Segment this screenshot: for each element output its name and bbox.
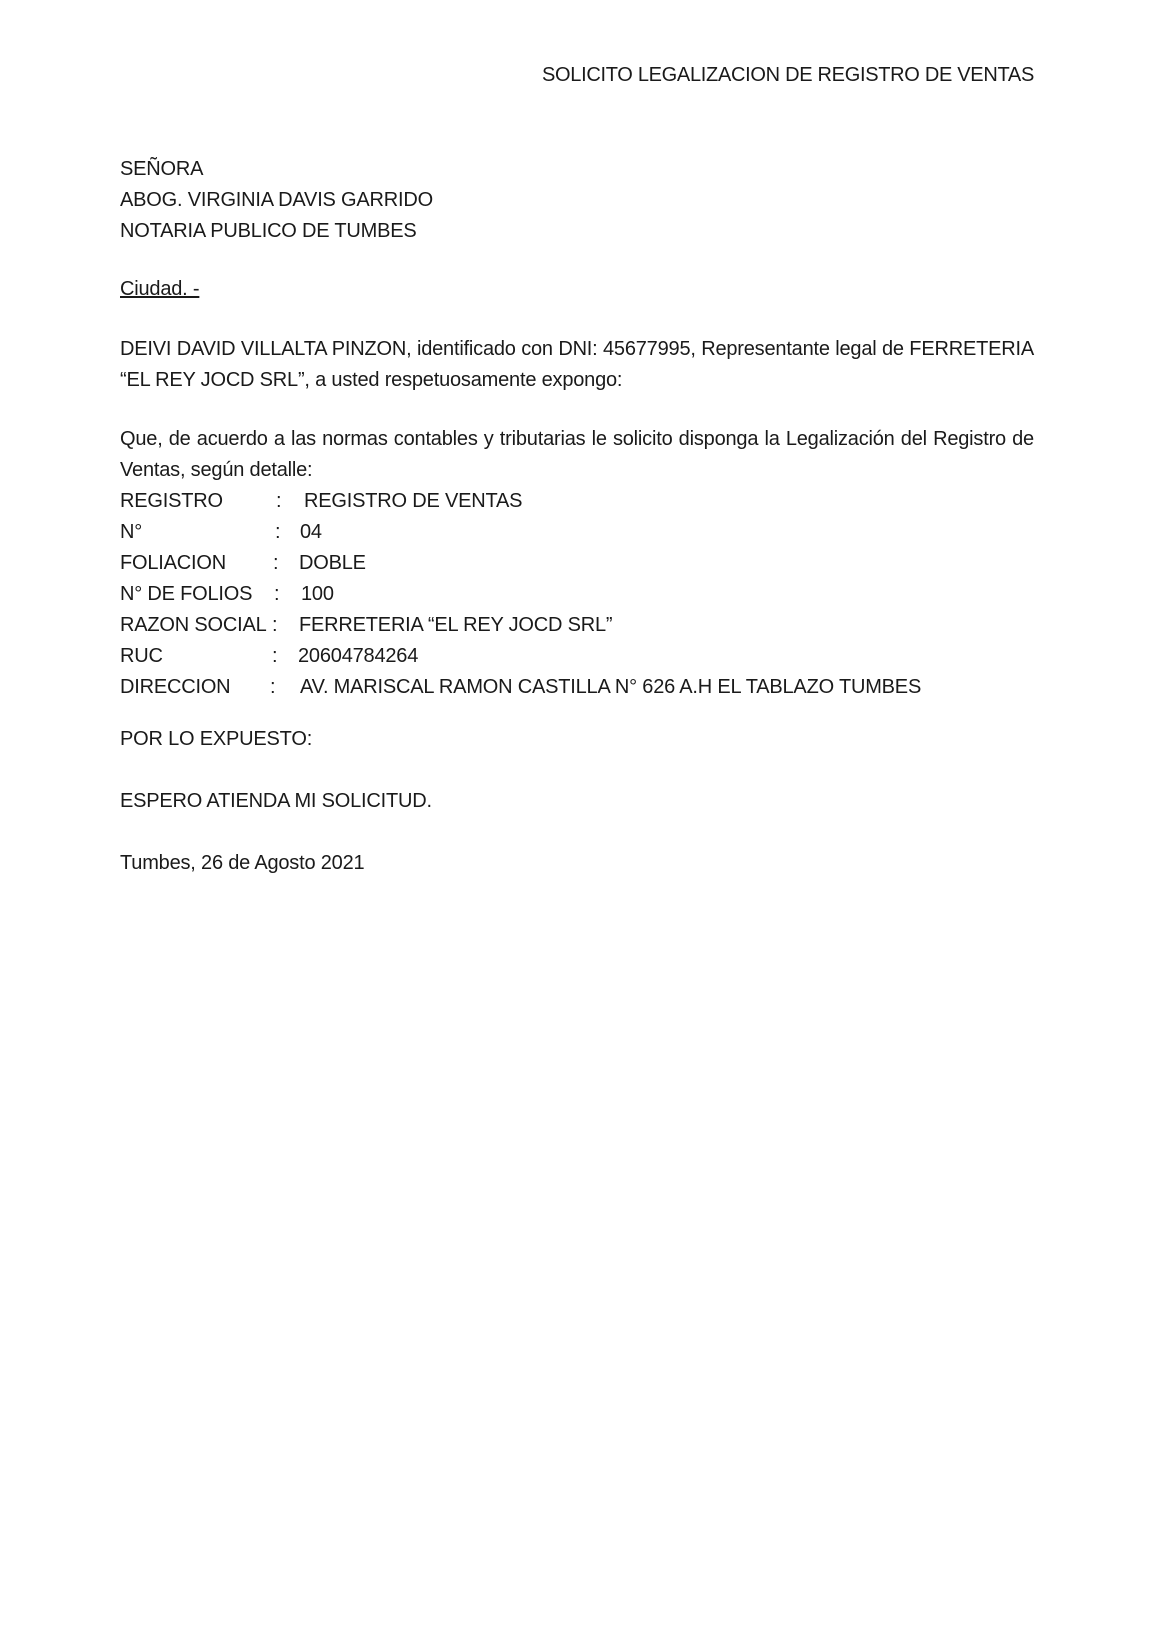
closing-espero-atienda: ESPERO ATIENDA MI SOLICITUD. [120, 790, 432, 812]
detail-colon: : [270, 676, 276, 698]
city-line-block [120, 274, 1034, 305]
detail-label: N° [120, 521, 143, 543]
detail-colon: : [276, 490, 282, 512]
intro-paragraph: DEIVI DAVID VILLALTA PINZON, identificado con DNI: 45677995, Representante legal de FERRETERIA “EL REY JOCD SRL”, a usted respetuosamente expongo: [120, 338, 1034, 391]
detail-value: FERRETERIA “EL REY JOCD SRL” [299, 614, 613, 636]
detail-label: FOLIACION [120, 552, 226, 574]
detail-value: REGISTRO DE VENTAS [304, 490, 523, 512]
detail-row-razon-social [120, 610, 1034, 641]
closing-por-lo-expuesto: POR LO EXPUESTO: [120, 728, 313, 750]
request-paragraph: Que, de acuerdo a las normas contables y tributarias le solicito disponga la Legalización del Registro de Ventas, según detalle: [120, 428, 1034, 481]
detail-label: RUC [120, 645, 163, 667]
date-block [120, 848, 1034, 879]
detail-colon: : [275, 521, 281, 543]
detail-row-folios [120, 579, 1034, 610]
detail-value: AV. MARISCAL RAMON CASTILLA N° 626 A.H EL TABLAZO TUMBES [300, 676, 922, 698]
detail-value: DOBLE [299, 552, 366, 574]
detail-row-numero [120, 517, 1034, 548]
detail-value: 20604784264 [298, 645, 419, 667]
detail-row-foliacion [120, 548, 1034, 579]
details-list [120, 486, 1034, 703]
detail-value: 100 [301, 583, 334, 605]
document-subject: SOLICITO LEGALIZACION DE REGISTRO DE VENTAS [541, 64, 1034, 86]
detail-row-ruc [120, 641, 1034, 672]
detail-colon: : [272, 645, 278, 667]
detail-label: DIRECCION [120, 676, 231, 698]
closing-1-block [120, 724, 1034, 755]
recipient-block [120, 154, 1034, 247]
detail-label: REGISTRO [120, 490, 223, 512]
detail-colon: : [273, 552, 279, 574]
date-line: Tumbes, 26 de Agosto 2021 [120, 852, 365, 874]
recipient-name: ABOG. VIRGINIA DAVIS GARRIDO [120, 189, 433, 211]
detail-value: 04 [300, 521, 322, 543]
detail-label: N° DE FOLIOS [120, 583, 253, 605]
detail-label: RAZON SOCIAL [120, 614, 267, 636]
recipient-title: NOTARIA PUBLICO DE TUMBES [120, 220, 417, 242]
detail-colon: : [274, 583, 280, 605]
closing-2-block [120, 786, 1034, 817]
city-line: Ciudad. - [120, 278, 200, 300]
detail-row-registro [120, 486, 1034, 517]
detail-colon: : [272, 614, 278, 636]
recipient-salutation: SEÑORA [120, 158, 204, 180]
detail-row-direccion [120, 672, 1034, 703]
